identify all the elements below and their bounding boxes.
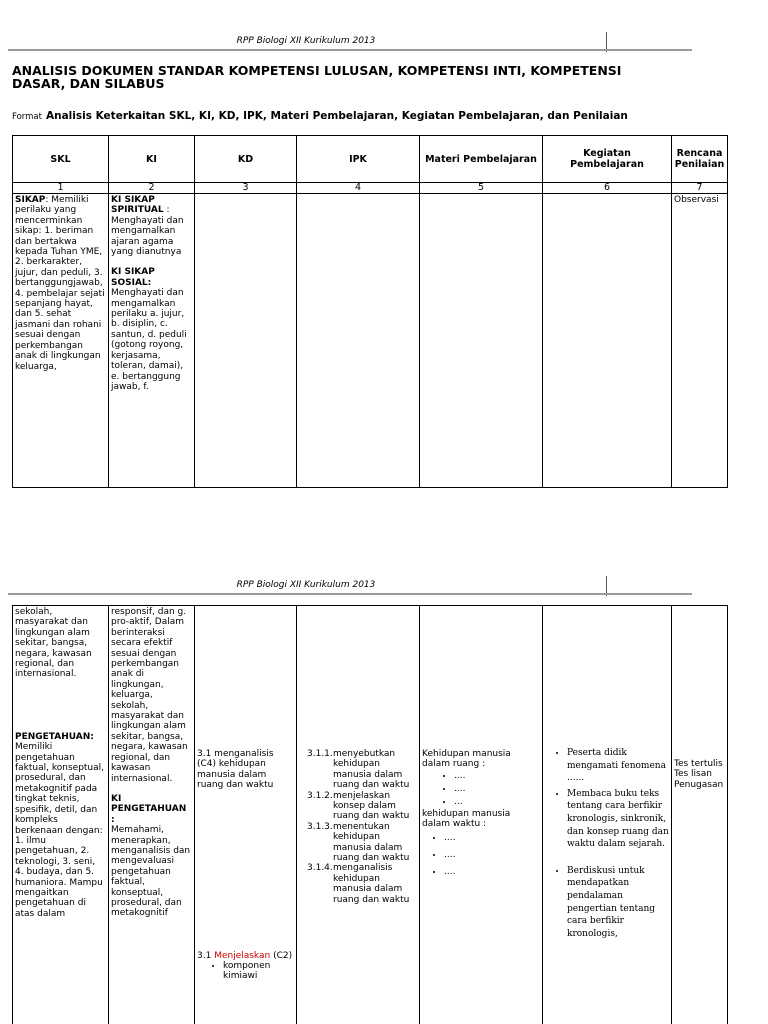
materi-list-waktu [422,830,540,881]
penilaian-item: Tes tertulis [674,759,723,769]
list-item: • .... [444,864,540,881]
header-penilaian: Rencana Penilaian [672,136,728,183]
ipk-item: 3.1.2. menjelaskan konsep dalam ruang dan waktu [307,790,410,822]
header-ipk: IPK [297,136,420,183]
kegiatan-cell [543,194,672,488]
kegiatan-cell [543,606,672,1024]
list-item: • Peserta didik mengamati fenomena ...... [567,747,669,785]
ki-spiritual-text: : Menghayati dan mengamalkan ajaran agama yang dianutnya [111,205,184,258]
document-page-1 [0,0,768,500]
list-item: • .... [444,847,540,864]
penilaian-cell [672,606,728,1024]
document-page-2 [0,560,768,1024]
list-item: • ... [454,796,540,809]
penilaian-item: Penugasan [674,779,724,790]
materi-cell [420,606,543,1024]
skl-pengetahuan-heading: PENGETAHUAN: [15,731,94,742]
list-item: • .... [454,783,540,796]
col-number: 6 [543,183,672,194]
ki-sosial-heading: KI SIKAP SOSIAL: [111,267,155,288]
header-rule [8,593,692,595]
ki-pengetahuan-heading: KI PENGETAHUAN : [111,793,187,825]
header-kd: KD [195,136,297,183]
ipk-item: 3.1.1. menyebutkan kehidupan manusia dalam ruang dan waktu [307,749,410,791]
header-rule [8,49,692,51]
skl-cell [13,194,109,488]
table-row [13,194,728,488]
col-number: 3 [195,183,297,194]
list-item: • Berdiskusi untuk mendapatkan pendalaman pengertian tentang cara berfikir kronologis, [567,865,669,941]
skl-text-continued: sekolah, masyarakat dan lingkungan alam sekitar, bangsa, negara, kawasan regional, dan internasional. [15,607,92,680]
format-text: Analisis Keterkaitan SKL, KI, KD, IPK, Materi Pembelajaran, Kegiatan Pembelajaran, dan Penilaian [45,110,628,122]
col-number: 4 [297,183,420,194]
ki-spiritual-heading: KI SIKAP SPIRITUAL [111,195,164,216]
materi-heading: kehidupan manusia dalam waktu : [422,808,511,830]
document-title: ANALISIS DOKUMEN STANDAR KOMPETENSI LULUSAN, KOMPETENSI INTI, KOMPETENSI DASAR, DAN SILABUS [12,63,622,91]
ki-text-continued: responsif, dan g. pro-aktif, Dalam berinteraksi secara efektif sesuai dengan perkembangan anak di lingkungan, keluarga, sekolah, masyarakat dan lingkungan alam sekitar, bangsa, negara, kawasan regional, dan kawasan internasional. [111,607,188,784]
list-item: • .... [454,770,540,783]
table-number-row [13,183,728,194]
running-header: RPP Biologi XII Kurikulum 2013 [236,580,376,590]
list-item: • .... [444,830,540,847]
header-skl: SKL [13,136,109,183]
penilaian-item: Tes lisan [674,769,712,780]
col-number: 1 [13,183,109,194]
col-number: 2 [109,183,195,194]
skl-text: : Memiliki perilaku yang mencerminkan sikap: 1. beriman dan bertakwa kepada Tuhan YME, 2. berkarakter, jujur, dan peduli, 3. bertanggungjawab, 4. pembelajar sejati sepanjang hayat, dan 5. sehat jasmani dan rohani sesuai dengan perkembangan anak di lingkungan keluarga, [15,195,105,372]
ipk-cell [297,194,420,488]
ki-pengetahuan-text: Memahami, menerapkan, menganalisis dan mengevaluasi pengetahuan faktual, konseptual, prosedural, dan metakognitif [111,825,191,919]
ipk-cell [297,606,420,1024]
kd-sublist [197,961,294,982]
col-number: 7 [672,183,728,194]
table-row [13,606,728,1024]
list-item: • komponen kimiawi [223,961,294,982]
ki-cell [109,606,195,1024]
kd-verb-highlight: Menjelaskan [214,950,271,961]
kd-item: 3.1 Menjelaskan (C2) [197,950,293,961]
skl-pengetahuan-text: Memiliki pengetahuan faktual, konseptual, prosedural, dan metakognitif pada tingkat teknis, spesifik, detil, dan kompleks berkenaan dengan: 1. ilmu pengetahuan, 2. teknologi, 3. seni, 4. budaya, dan 5. humaniora. Mampu mengaitkan pengetahuan di atas dalam [15,742,105,919]
analysis-table [12,135,728,488]
header-kegiatan: Kegiatan Pembelajaran [543,136,672,183]
skl-heading: SIKAP [15,195,46,205]
penilaian-cell: Observasi [672,194,728,488]
materi-heading: Kehidupan manusia dalam ruang : [422,749,511,770]
header-ki: KI [109,136,195,183]
kd-cell [195,606,297,1024]
ki-cell [109,194,195,488]
kegiatan-list [545,747,669,940]
format-line [12,110,628,122]
ipk-item: 3.1.3. menentukan kehidupan manusia dalam ruang dan waktu [307,821,410,864]
kd-item: 3.1 menganalisis (C4) kehidupan manusia dalam ruang dan waktu [197,749,274,791]
header-materi: Materi Pembelajaran [420,136,543,183]
materi-cell [420,194,543,488]
format-label: Format [12,112,42,122]
materi-list-ruang [422,770,540,809]
kd-cell [195,194,297,488]
ki-sosial-text: Menghayati dan mengamalkan perilaku a. jujur, b. disiplin, c. santun, d. peduli (gotong royong, kerjasama, toleran, damai), e. bertanggung jawab, f. [111,288,187,392]
col-number: 5 [420,183,543,194]
running-header: RPP Biologi XII Kurikulum 2013 [236,36,376,46]
skl-cell [13,606,109,1024]
ipk-item: 3.1.4. menganalisis kehidupan manusia dalam ruang dan waktu [307,863,410,905]
table-header-row [13,136,728,183]
analysis-table-continued [12,605,728,1024]
list-item: • Membaca buku teks tentang cara berfikir kronologis, sinkronik, dan konsep ruang dan waktu dalam sejarah. [567,788,669,851]
